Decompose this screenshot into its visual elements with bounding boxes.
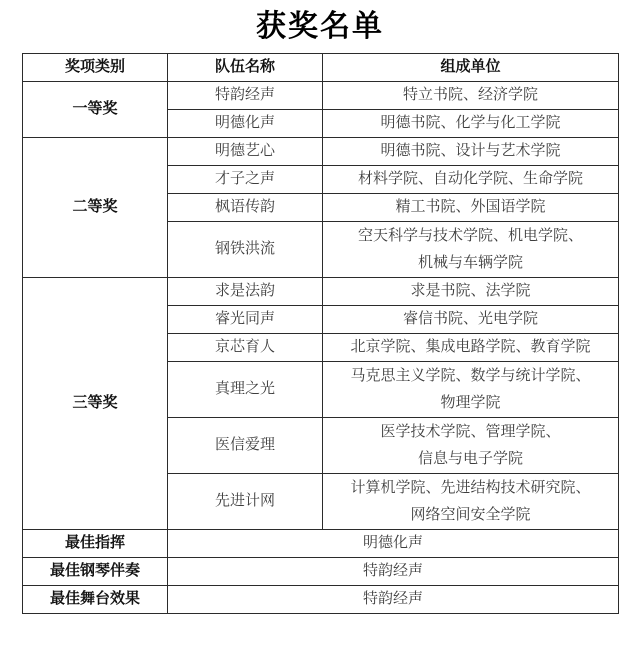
units-cell: 材料学院、自动化学院、生命学院 — [323, 166, 619, 194]
table-row — [23, 530, 619, 558]
team-cell: 明德艺心 — [168, 138, 323, 166]
team-cell: 求是法韵 — [168, 278, 323, 306]
team-cell: 先进计网 — [168, 474, 323, 530]
units-line: 网络空间安全学院 — [410, 506, 531, 523]
category-cell-first-prize: 一等奖 — [23, 82, 168, 138]
header-team: 队伍名称 — [168, 54, 323, 82]
team-cell: 真理之光 — [168, 362, 323, 418]
team-cell: 钢铁洪流 — [168, 222, 323, 278]
units-line: 医学技术学院、管理学院、 — [380, 423, 561, 440]
team-cell: 特韵经声 — [168, 586, 619, 614]
table-row — [23, 278, 619, 306]
table-header-row — [23, 54, 619, 82]
units-cell — [323, 222, 619, 278]
team-cell: 医信爱理 — [168, 418, 323, 474]
units-cell — [323, 474, 619, 530]
category-cell-best-stage: 最佳舞台效果 — [23, 586, 168, 614]
team-cell: 特韵经声 — [168, 82, 323, 110]
units-cell: 北京学院、集成电路学院、教育学院 — [323, 334, 619, 362]
header-category: 奖项类别 — [23, 54, 168, 82]
table-row — [23, 82, 619, 110]
units-cell: 特立书院、经济学院 — [323, 82, 619, 110]
units-line: 机械与车辆学院 — [417, 254, 523, 271]
category-cell-second-prize: 二等奖 — [23, 138, 168, 278]
units-cell — [323, 418, 619, 474]
team-cell: 京芯育人 — [168, 334, 323, 362]
table-row — [23, 586, 619, 614]
team-cell: 特韵经声 — [168, 558, 619, 586]
table-row — [23, 138, 619, 166]
page-title: 获奖名单 — [256, 10, 384, 43]
team-cell: 枫语传韵 — [168, 194, 323, 222]
category-cell-third-prize: 三等奖 — [23, 278, 168, 530]
units-line: 空天科学与技术学院、机电学院、 — [357, 227, 583, 244]
team-cell: 明德化声 — [168, 530, 619, 558]
category-cell-best-conductor: 最佳指挥 — [23, 530, 168, 558]
header-units: 组成单位 — [323, 54, 619, 82]
units-cell: 睿信书院、光电学院 — [323, 306, 619, 334]
award-table — [22, 53, 619, 614]
units-cell: 明德书院、设计与艺术学院 — [323, 138, 619, 166]
team-cell: 才子之声 — [168, 166, 323, 194]
units-cell — [323, 362, 619, 418]
units-cell: 精工书院、外国语学院 — [323, 194, 619, 222]
units-cell: 求是书院、法学院 — [323, 278, 619, 306]
category-cell-best-piano: 最佳钢琴伴奏 — [23, 558, 168, 586]
units-cell: 明德书院、化学与化工学院 — [323, 110, 619, 138]
team-cell: 睿光同声 — [168, 306, 323, 334]
units-line: 物理学院 — [440, 394, 501, 411]
table-row — [23, 558, 619, 586]
units-line: 信息与电子学院 — [417, 450, 523, 467]
units-line: 马克思主义学院、数学与统计学院、 — [350, 367, 591, 384]
units-line: 计算机学院、先进结构技术研究院、 — [350, 479, 591, 496]
team-cell: 明德化声 — [168, 110, 323, 138]
